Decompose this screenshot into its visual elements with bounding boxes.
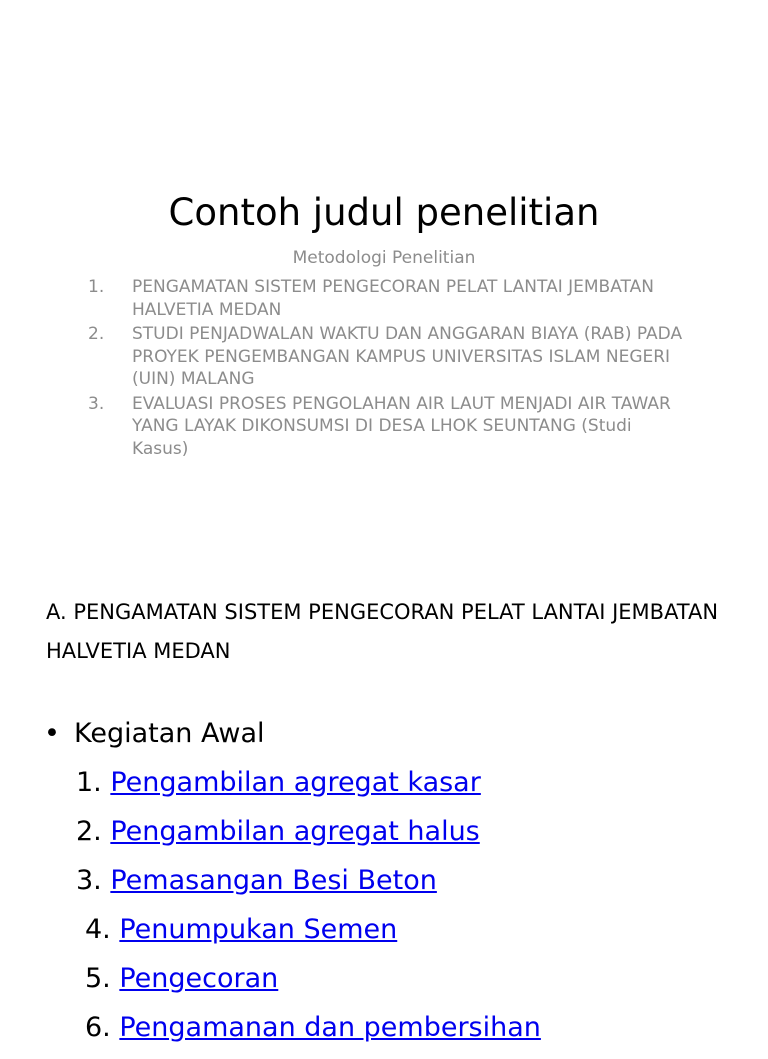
list-item-text: STUDI PENJADWALAN WAKTU DAN ANGGARAN BIAYA (RAB) PADA PROYEK PENGEMBANGAN KAMPUS UNIVERSITAS ISLAM NEGERI (UIN) MALANG	[132, 324, 683, 389]
step-item	[76, 961, 541, 1010]
slide-content	[0, 500, 768, 1043]
step-link[interactable]: Pengamanan dan pembersihan	[119, 1012, 541, 1043]
step-link[interactable]: Pengambilan agregat kasar	[110, 767, 481, 798]
bullet-item	[44, 716, 265, 752]
step-number: 1.	[76, 767, 111, 798]
step-item	[76, 765, 541, 814]
activity-steps	[76, 765, 541, 1059]
step-link[interactable]: Pemasangan Besi Beton	[110, 865, 437, 896]
step-item	[76, 1010, 541, 1059]
slide-title-heading: Contoh judul penelitian	[168, 191, 600, 234]
list-item-number: 3.	[88, 393, 105, 414]
list-item-text: EVALUASI PROSES PENGOLAHAN AIR LAUT MENJADI AIR TAWAR YANG LAYAK DIKONSUMSI DI DESA LHOK SEUNTANG (Studi Kasus)	[132, 393, 671, 459]
slide-subtitle: Metodologi Penelitian	[292, 248, 476, 268]
step-number: 6.	[85, 1012, 120, 1043]
step-number: 2.	[76, 816, 111, 847]
step-item	[76, 912, 541, 961]
section-heading: A. PENGAMATAN SISTEM PENGECORAN PELAT LANTAI JEMBATAN HALVETIA MEDAN	[46, 600, 719, 663]
step-item	[76, 814, 541, 863]
bullet-icon: •	[44, 718, 60, 749]
step-item	[76, 863, 541, 912]
step-number: 5.	[85, 963, 120, 994]
slide-title	[0, 0, 768, 500]
list-item-text: PENGAMATAN SISTEM PENGECORAN PELAT LANTAI JEMBATAN HALVETIA MEDAN	[132, 277, 654, 320]
step-link[interactable]: Penumpukan Semen	[119, 914, 398, 945]
step-link[interactable]: Pengecoran	[119, 963, 279, 994]
list-item-number: 1.	[88, 277, 105, 297]
bullet-label: Kegiatan Awal	[74, 718, 265, 749]
step-number: 3.	[76, 865, 111, 896]
list-item	[88, 393, 688, 461]
step-number: 4.	[85, 914, 120, 945]
list-item	[88, 323, 688, 391]
research-title-list	[88, 276, 688, 462]
list-item	[88, 276, 688, 321]
list-item-number: 2.	[88, 324, 105, 344]
step-link[interactable]: Pengambilan agregat halus	[110, 816, 480, 847]
